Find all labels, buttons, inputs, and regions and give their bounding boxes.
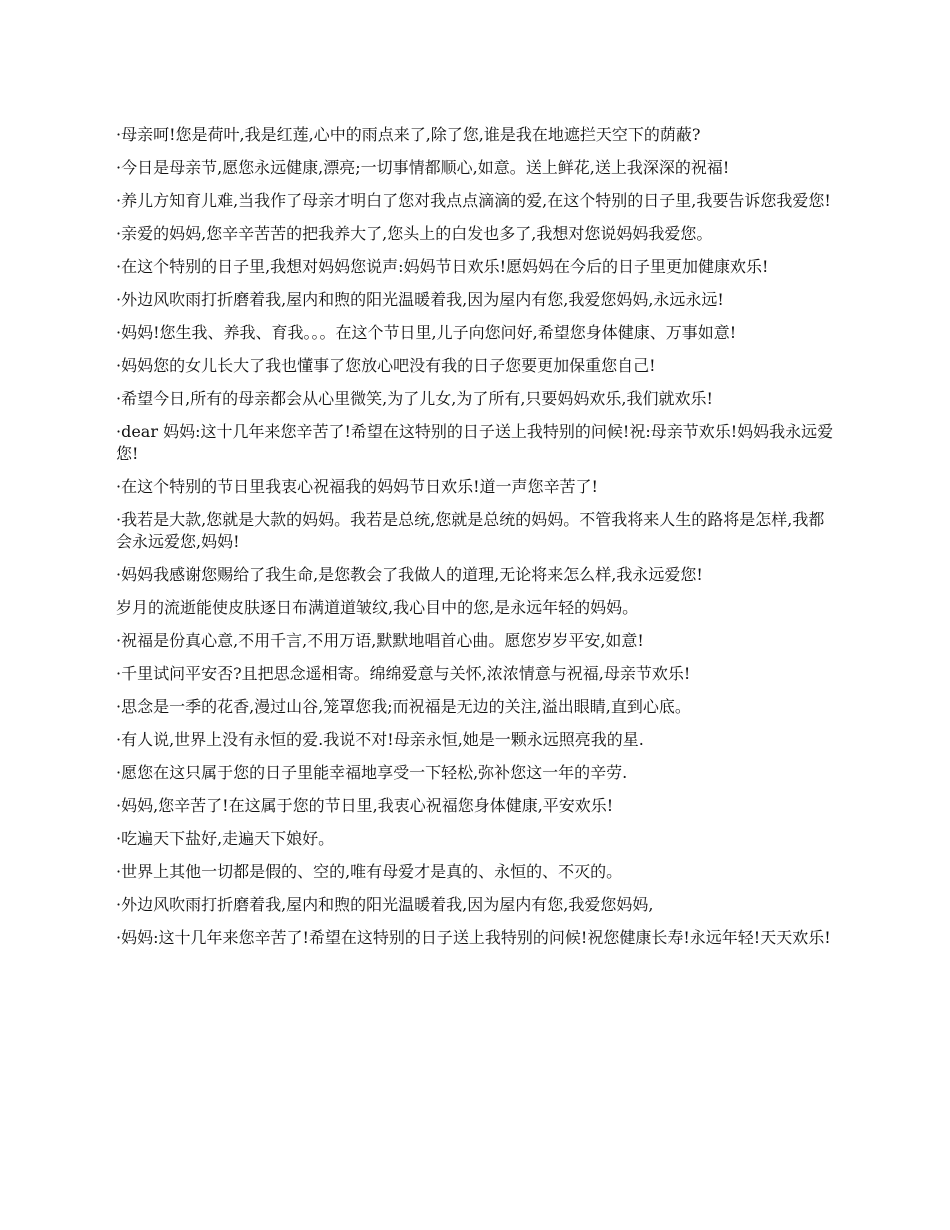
paragraph: 岁月的流逝能使皮肤逐日布满道道皱纹,我心目中的您,是永远年轻的妈妈。	[116, 598, 639, 617]
paragraph: ·我若是大款,您就是大款的妈妈。我若是总统,您就是总统的妈妈。不管我将来人生的路将是怎样,我都会永远爱您,妈妈!	[116, 510, 825, 551]
paragraph: ·母亲呵!您是荷叶,我是红莲,心中的雨点来了,除了您,谁是我在地遮拦天空下的荫蔽?	[116, 125, 701, 144]
paragraph: ·千里试问平安否?且把思念遥相寄。绵绵爱意与关怀,浓浓情意与祝福,母亲节欢乐!	[116, 664, 691, 683]
paragraph: ·亲爱的妈妈,您辛辛苦苦的把我养大了,您头上的白发也多了,我想对您说妈妈我爱您。	[116, 224, 713, 243]
paragraph: ·妈妈!您生我、养我、育我。。。在这个节日里,儿子向您问好,希望您身体健康、万事如意!	[116, 323, 737, 342]
paragraph: ·有人说,世界上没有永恒的爱.我说不对!母亲永恒,她是一颗永远照亮我的星.	[116, 730, 644, 749]
paragraph: ·dear 妈妈:这十几年来您辛苦了!希望在这特别的日子送上我特别的问候!祝:母亲节欢乐!妈妈我永远爱您!	[116, 422, 834, 463]
paragraph: ·妈妈我感谢您赐给了我生命,是您教会了我做人的道理,无论将来怎么样,我永远爱您!	[116, 565, 703, 584]
paragraph: ·今日是母亲节,愿您永远健康,漂亮;一切事情都顺心,如意。送上鲜花,送上我深深的祝福!	[116, 158, 730, 177]
document-body	[116, 124, 836, 960]
paragraph: ·妈妈,您辛苦了!在这属于您的节日里,我衷心祝福您身体健康,平安欢乐!	[116, 796, 614, 815]
paragraph: ·养儿方知育儿难,当我作了母亲才明白了您对我点点滴滴的爱,在这个特别的日子里,我要告诉您我爱您!	[116, 191, 831, 210]
paragraph: ·吃遍天下盐好,走遍天下娘好。	[116, 829, 335, 848]
paragraph: ·妈妈您的女儿长大了我也懂事了您放心吧没有我的日子您要更加保重您自己!	[116, 356, 656, 375]
paragraph: ·祝福是份真心意,不用千言,不用万语,默默地唱首心曲。愿您岁岁平安,如意!	[116, 631, 644, 650]
paragraph: ·在这个特别的日子里,我想对妈妈您说声:妈妈节日欢乐!愿妈妈在今后的日子里更加健康欢乐!	[116, 257, 769, 276]
paragraph: ·在这个特别的节日里我衷心祝福我的妈妈节日欢乐!道一声您辛苦了!	[116, 477, 598, 496]
paragraph: ·妈妈:这十几年来您辛苦了!希望在这特别的日子送上我特别的问候!祝您健康长寿!永远年轻!天天欢乐!	[116, 928, 831, 947]
paragraph: ·思念是一季的花香,漫过山谷,笼罩您我;而祝福是无边的关注,溢出眼睛,直到心底。	[116, 697, 691, 716]
paragraph: ·世界上其他一切都是假的、空的,唯有母爱才是真的、永恒的、不灭的。	[116, 862, 623, 881]
paragraph: ·外边风吹雨打折磨着我,屋内和煦的阳光温暖着我,因为屋内有您,我爱您妈妈,	[116, 895, 654, 914]
paragraph: ·外边风吹雨打折磨着我,屋内和煦的阳光温暖着我,因为屋内有您,我爱您妈妈,永远永远!	[116, 290, 724, 309]
paragraph: ·希望今日,所有的母亲都会从心里微笑,为了儿女,为了所有,只要妈妈欢乐,我们就欢乐!	[116, 389, 713, 408]
paragraph: ·愿您在这只属于您的日子里能幸福地享受一下轻松,弥补您这一年的辛劳.	[116, 763, 628, 782]
